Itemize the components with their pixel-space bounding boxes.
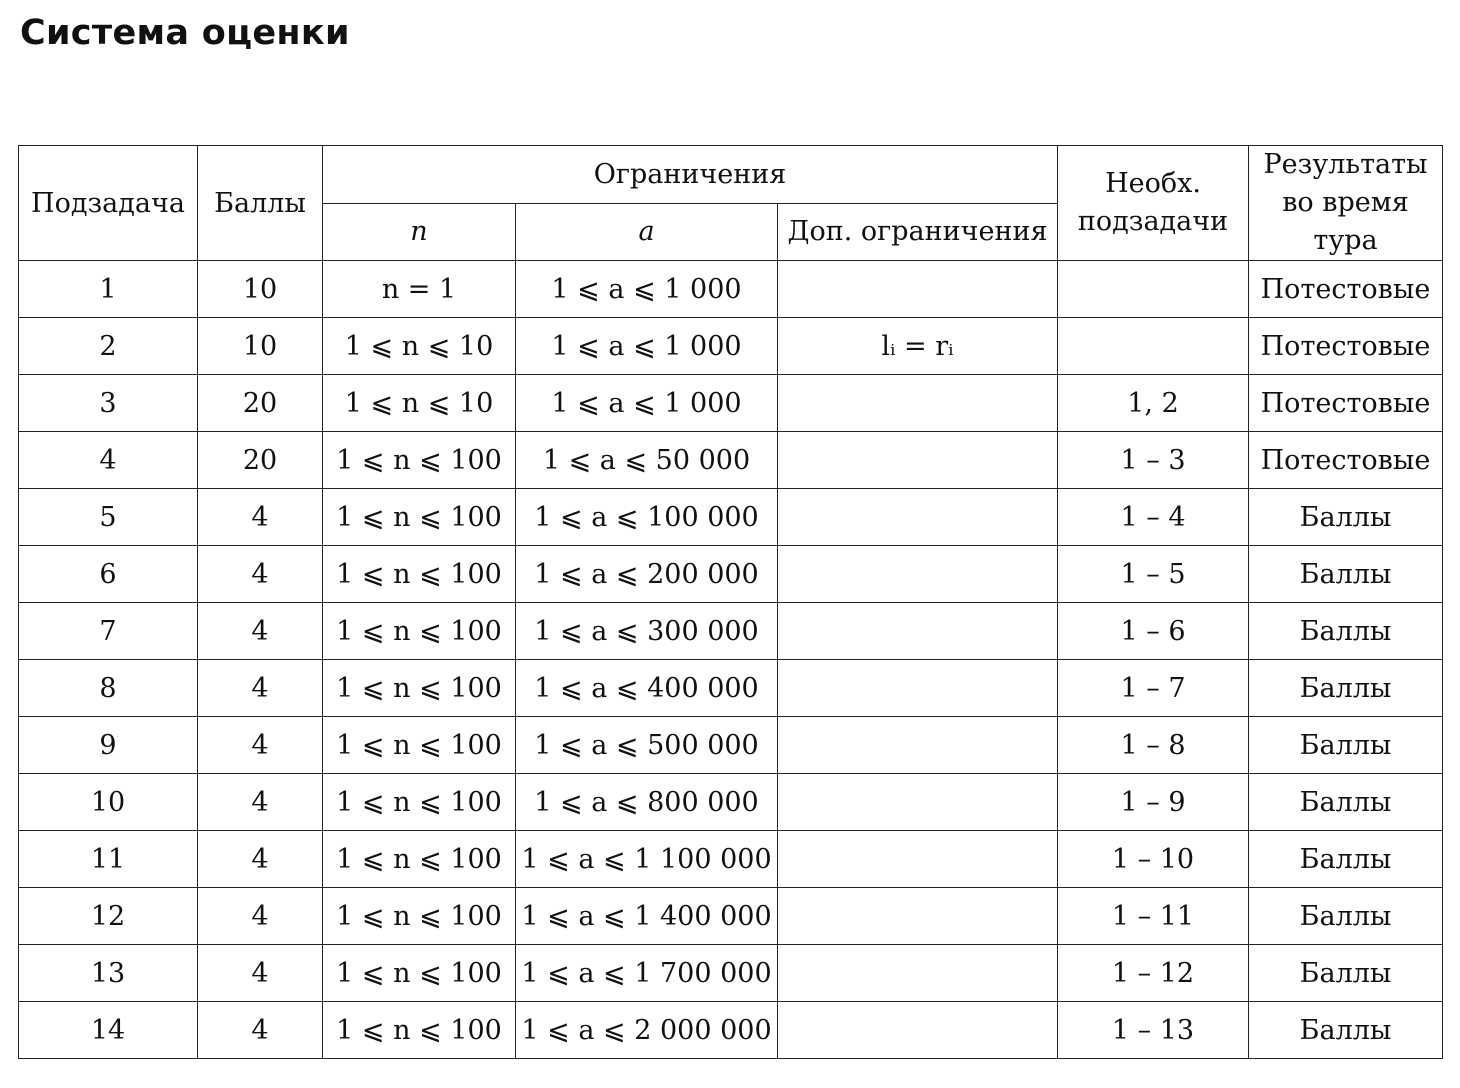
cell-extra-constraint (778, 717, 1058, 774)
cell-n-constraint: 1 ⩽ n ⩽ 10 (323, 375, 516, 432)
cell-subtask: 13 (19, 945, 198, 1002)
cell-n-constraint: 1 ⩽ n ⩽ 10 (323, 318, 516, 375)
cell-extra-constraint (778, 1002, 1058, 1059)
table-row (19, 831, 1443, 888)
cell-extra-constraint (778, 489, 1058, 546)
header-n: n (323, 203, 516, 261)
cell-a-constraint: 1 ⩽ a ⩽ 200 000 (516, 546, 778, 603)
cell-required-subtasks: 1 – 12 (1058, 945, 1249, 1002)
cell-required-subtasks: 1 – 13 (1058, 1002, 1249, 1059)
cell-results: Баллы (1249, 1002, 1443, 1059)
cell-subtask: 2 (19, 318, 198, 375)
cell-required-subtasks: 1 – 7 (1058, 660, 1249, 717)
cell-a-constraint: 1 ⩽ a ⩽ 2 000 000 (516, 1002, 778, 1059)
cell-points: 4 (198, 945, 323, 1002)
cell-n-constraint: 1 ⩽ n ⩽ 100 (323, 546, 516, 603)
cell-subtask: 8 (19, 660, 198, 717)
cell-subtask: 4 (19, 432, 198, 489)
cell-points: 4 (198, 1002, 323, 1059)
cell-points: 4 (198, 489, 323, 546)
table-row (19, 261, 1443, 318)
cell-n-constraint: 1 ⩽ n ⩽ 100 (323, 717, 516, 774)
cell-required-subtasks: 1 – 8 (1058, 717, 1249, 774)
table-row (19, 1002, 1443, 1059)
cell-subtask: 7 (19, 603, 198, 660)
cell-results: Баллы (1249, 546, 1443, 603)
header-points: Баллы (198, 146, 323, 261)
cell-n-constraint: 1 ⩽ n ⩽ 100 (323, 489, 516, 546)
header-row-1 (19, 146, 1443, 204)
cell-extra-constraint (778, 261, 1058, 318)
cell-results: Баллы (1249, 945, 1443, 1002)
cell-required-subtasks: 1 – 3 (1058, 432, 1249, 489)
cell-a-constraint: 1 ⩽ a ⩽ 800 000 (516, 774, 778, 831)
cell-extra-constraint (778, 546, 1058, 603)
table-row (19, 774, 1443, 831)
page-title: Система оценки (20, 13, 350, 53)
cell-points: 4 (198, 888, 323, 945)
cell-subtask: 12 (19, 888, 198, 945)
cell-a-constraint: 1 ⩽ a ⩽ 1 000 (516, 261, 778, 318)
cell-extra-constraint (778, 603, 1058, 660)
cell-extra-constraint (778, 774, 1058, 831)
cell-results: Потестовые (1249, 375, 1443, 432)
table-row (19, 546, 1443, 603)
scoring-table (18, 145, 1443, 1059)
cell-a-constraint: 1 ⩽ a ⩽ 1 100 000 (516, 831, 778, 888)
cell-a-constraint: 1 ⩽ a ⩽ 1 000 (516, 375, 778, 432)
cell-n-constraint: 1 ⩽ n ⩽ 100 (323, 831, 516, 888)
cell-n-constraint: 1 ⩽ n ⩽ 100 (323, 888, 516, 945)
cell-subtask: 3 (19, 375, 198, 432)
cell-a-constraint: 1 ⩽ a ⩽ 1 700 000 (516, 945, 778, 1002)
cell-n-constraint: 1 ⩽ n ⩽ 100 (323, 1002, 516, 1059)
cell-points: 4 (198, 831, 323, 888)
cell-subtask: 6 (19, 546, 198, 603)
cell-a-constraint: 1 ⩽ a ⩽ 400 000 (516, 660, 778, 717)
cell-extra-constraint (778, 945, 1058, 1002)
cell-a-constraint: 1 ⩽ a ⩽ 100 000 (516, 489, 778, 546)
cell-required-subtasks: 1 – 6 (1058, 603, 1249, 660)
cell-extra-constraint (778, 888, 1058, 945)
cell-points: 20 (198, 375, 323, 432)
cell-results: Баллы (1249, 660, 1443, 717)
cell-points: 10 (198, 261, 323, 318)
header-a: a (516, 203, 778, 261)
cell-extra-constraint (778, 831, 1058, 888)
cell-points: 4 (198, 774, 323, 831)
cell-results: Баллы (1249, 888, 1443, 945)
cell-results: Потестовые (1249, 261, 1443, 318)
header-constraints: Ограничения (323, 146, 1058, 204)
cell-points: 4 (198, 546, 323, 603)
cell-results: Баллы (1249, 717, 1443, 774)
cell-points: 20 (198, 432, 323, 489)
cell-required-subtasks: 1 – 10 (1058, 831, 1249, 888)
cell-extra-constraint (778, 375, 1058, 432)
cell-results: Потестовые (1249, 432, 1443, 489)
cell-subtask: 10 (19, 774, 198, 831)
cell-required-subtasks: 1 – 11 (1058, 888, 1249, 945)
cell-subtask: 9 (19, 717, 198, 774)
table-row (19, 717, 1443, 774)
cell-results: Баллы (1249, 774, 1443, 831)
cell-n-constraint: 1 ⩽ n ⩽ 100 (323, 660, 516, 717)
cell-subtask: 11 (19, 831, 198, 888)
cell-required-subtasks (1058, 318, 1249, 375)
table-row (19, 432, 1443, 489)
cell-required-subtasks: 1 – 5 (1058, 546, 1249, 603)
table-row (19, 375, 1443, 432)
cell-required-subtasks: 1 – 9 (1058, 774, 1249, 831)
header-results-during-round: Результаты во время тура (1249, 146, 1443, 261)
cell-n-constraint: 1 ⩽ n ⩽ 100 (323, 603, 516, 660)
header-extra-constraints: Доп. ограничения (778, 203, 1058, 261)
table-row (19, 660, 1443, 717)
cell-a-constraint: 1 ⩽ a ⩽ 50 000 (516, 432, 778, 489)
table-body (19, 261, 1443, 1059)
table-row (19, 888, 1443, 945)
cell-extra-constraint (778, 660, 1058, 717)
cell-n-constraint: n = 1 (323, 261, 516, 318)
cell-subtask: 14 (19, 1002, 198, 1059)
cell-a-constraint: 1 ⩽ a ⩽ 300 000 (516, 603, 778, 660)
cell-results: Баллы (1249, 489, 1443, 546)
table-row (19, 489, 1443, 546)
cell-subtask: 5 (19, 489, 198, 546)
cell-a-constraint: 1 ⩽ a ⩽ 500 000 (516, 717, 778, 774)
cell-required-subtasks: 1 – 4 (1058, 489, 1249, 546)
cell-extra-constraint: lᵢ = rᵢ (778, 318, 1058, 375)
table-row (19, 603, 1443, 660)
cell-n-constraint: 1 ⩽ n ⩽ 100 (323, 432, 516, 489)
cell-points: 4 (198, 603, 323, 660)
cell-results: Баллы (1249, 831, 1443, 888)
cell-points: 4 (198, 660, 323, 717)
header-required-subtasks: Необх. подзадачи (1058, 146, 1249, 261)
table-row (19, 318, 1443, 375)
table-row (19, 945, 1443, 1002)
cell-subtask: 1 (19, 261, 198, 318)
cell-points: 10 (198, 318, 323, 375)
cell-n-constraint: 1 ⩽ n ⩽ 100 (323, 774, 516, 831)
cell-n-constraint: 1 ⩽ n ⩽ 100 (323, 945, 516, 1002)
cell-results: Потестовые (1249, 318, 1443, 375)
cell-a-constraint: 1 ⩽ a ⩽ 1 400 000 (516, 888, 778, 945)
cell-extra-constraint (778, 432, 1058, 489)
cell-required-subtasks (1058, 261, 1249, 318)
cell-required-subtasks: 1, 2 (1058, 375, 1249, 432)
cell-points: 4 (198, 717, 323, 774)
cell-a-constraint: 1 ⩽ a ⩽ 1 000 (516, 318, 778, 375)
header-subtask: Подзадача (19, 146, 198, 261)
cell-results: Баллы (1249, 603, 1443, 660)
